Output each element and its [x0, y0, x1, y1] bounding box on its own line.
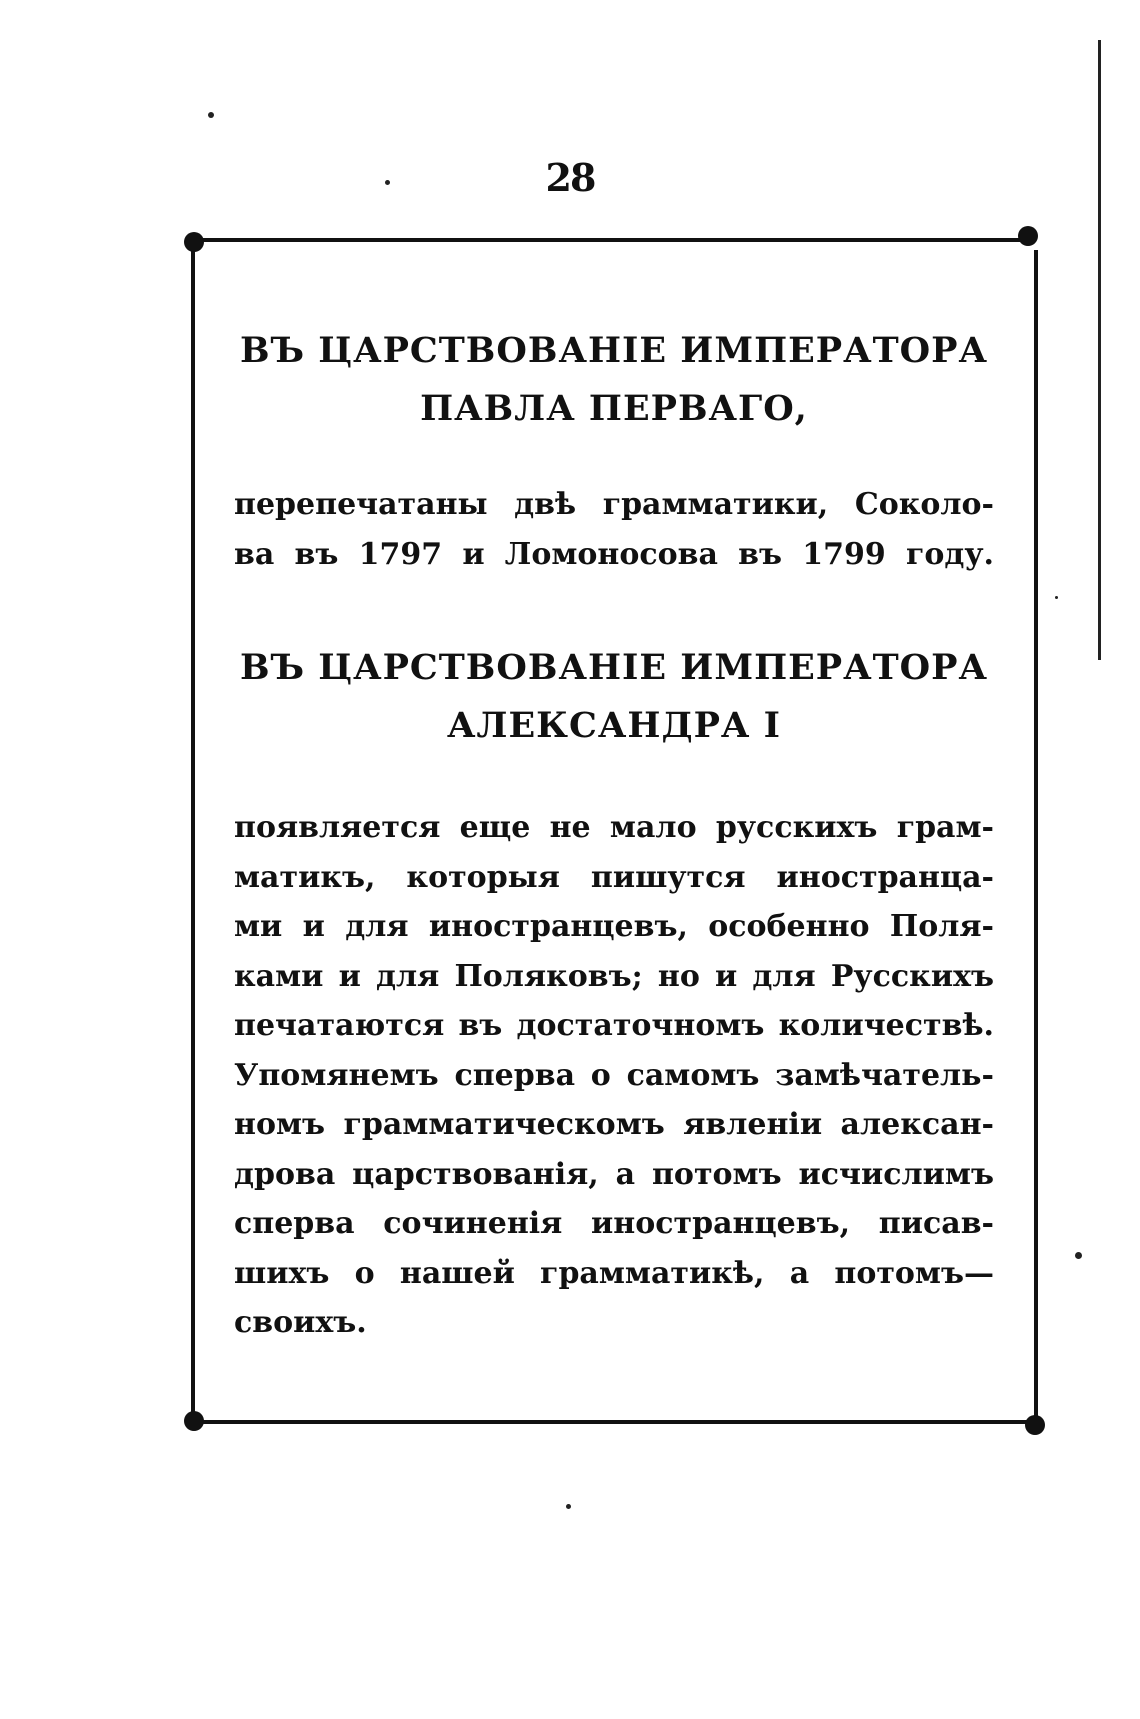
frame-bottom-rule: [198, 1420, 1033, 1424]
print-speck: [1075, 1252, 1082, 1259]
section-alexander-the-first: [234, 639, 994, 1348]
paragraph-line: шихъ о нашей грамматикѣ, а потомъ—: [234, 1255, 994, 1291]
section-paragraph: [234, 803, 994, 1348]
paragraph-line: ва въ 1797 и Ломоносова въ 1799 году.: [234, 536, 994, 572]
paragraph-line: дрова царствованія, а потомъ исчислимъ: [234, 1156, 994, 1192]
page-edge-line: [1098, 40, 1101, 660]
paragraph-line: своихъ.: [234, 1305, 367, 1340]
section-heading: ВЪ ЦАРСТВОВАНІЕ ИМПЕРАТОРА: [240, 647, 988, 688]
paragraph-line: номъ грамматическомъ явленіи алексан-: [234, 1107, 994, 1142]
paragraph-line: матикъ, которыя пишутся иностранца-: [234, 859, 994, 895]
section-paragraph: [234, 480, 994, 579]
paragraph-line: печатаются въ достаточномъ количествѣ.: [234, 1008, 994, 1043]
paragraph-line: Упомянемъ сперва о самомъ замѣчатель-: [234, 1057, 994, 1093]
frame-corner-ornament: [1025, 1415, 1045, 1435]
page-content: [234, 300, 994, 1348]
section-heading-subtitle: ПАВЛА ПЕРВАГО,: [420, 388, 808, 429]
paragraph-line: ми и для иностранцевъ, особенно Поля-: [234, 909, 994, 944]
section-heading-subtitle: АЛЕКСАНДРА I: [447, 705, 781, 746]
page-number: 28: [545, 155, 595, 200]
paragraph-line: появляется еще не мало русскихъ грам-: [234, 810, 994, 845]
paragraph-line: ками и для Поляковъ; но и для Русскихъ: [234, 958, 994, 994]
frame-corner-ornament: [184, 1411, 204, 1431]
frame-left-rule: [191, 248, 195, 1416]
print-speck: [208, 112, 214, 118]
paragraph-line: перепечатаны двѣ грамматики, Соколо-: [234, 487, 994, 522]
frame-corner-ornament: [1018, 226, 1038, 246]
frame-corner-ornament: [184, 232, 204, 252]
frame-top-rule: [198, 238, 1028, 242]
section-paul-the-first: [234, 322, 994, 579]
paragraph-line: сперва сочиненія иностранцевъ, писав-: [234, 1206, 994, 1241]
print-speck: [566, 1504, 571, 1509]
frame-right-rule: [1034, 250, 1038, 1422]
section-heading: ВЪ ЦАРСТВОВАНІЕ ИМПЕРАТОРА: [240, 330, 988, 371]
print-speck: [385, 180, 390, 185]
print-speck: [1055, 596, 1058, 599]
